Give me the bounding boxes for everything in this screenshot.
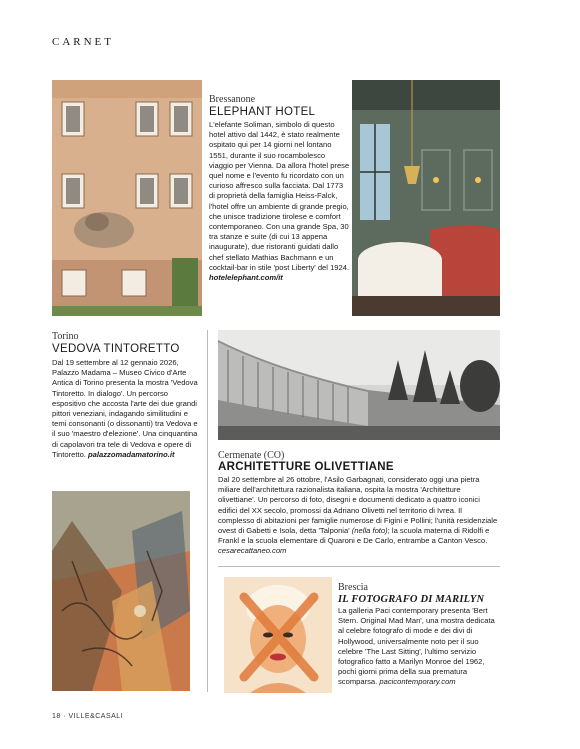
marilyn-body: La galleria Paci contemporary presenta 'Bert Stern. Original Mad Man', una mostra dedicata al celebre fotografo di mode e dei divi di Hollywood, universalmente noto per il suo celebre 'The Last Sitting', l'ultimo servizio fotografico fatto a Marilyn Monroe del 1962, pochi giorni prima della sua prematura scomparsa. — [338, 606, 495, 687]
section-divider — [218, 566, 500, 567]
marilyn-title: IL FOTOGRAFO DI MARILYN — [338, 594, 485, 605]
olivetti-body-1: Dal 20 settembre al 26 ottobre, l'Asilo Garbagnati, considerato oggi una pietra miliare dell'architettura razionalista italiana, ospita la mostra 'Architetture olivettiane'. Un percorso di foto, disegni e documenti dedicato a quattro iconici edifici del XX secolo, promossi da Adriano Olivetti nel territorio di Ivrea. Il complesso di abitazioni per famiglie numerose di Figini e Pollini; l'unità residenziale ovest di Gabetti e Isola, detta 'Talponia' — [218, 475, 498, 536]
elephant-link[interactable]: hotelelephant.com/it — [209, 273, 283, 283]
olivetti-caption-note: (nella foto) — [351, 526, 388, 536]
olivetti-article — [218, 450, 500, 557]
olivetti-body-2: ; la scuola materna di Ridolfi e Frankl e la scuola elementare di Quaroni e De Carlo, entrambe a Canton Vesco. — [218, 526, 490, 546]
elephant-article — [209, 94, 351, 283]
marilyn-photo — [224, 577, 332, 693]
column-divider — [207, 330, 208, 692]
marilyn-article — [338, 582, 500, 688]
vedova-link[interactable]: palazzomadamatorino.it — [88, 449, 175, 459]
olivetti-place: Cermenate (CO) — [218, 450, 285, 461]
vedova-title: VEDOVA TINTORETTO — [52, 343, 180, 355]
tintoretto-painting — [52, 491, 190, 691]
hotel-facade-photo — [52, 80, 202, 316]
vedova-article — [52, 331, 198, 460]
vedova-place: Torino — [52, 331, 79, 342]
talponia-photo — [218, 330, 500, 440]
hotel-interior-photo — [352, 80, 500, 316]
vedova-body: Dal 19 settembre al 12 gennaio 2026, Palazzo Madama – Museo Civico d'Arte Antica di Torino presenta la mostra 'Vedova Tintoretto. In dialogo'. Un percorso espositivo che accosta l'arte dei due grandi pittori veneziani, indagando similitudini e temi consonanti (o dissonanti) tra Vedova e il suo 'maestro d'elezione'. Una cinquantina di capolavori tra tele di Vedova e opere di Tintoretto. — [52, 358, 198, 459]
olivetti-title: ARCHITETTURE OLIVETTIANE — [218, 461, 394, 473]
section-header: CARNET — [52, 36, 114, 48]
elephant-title: ELEPHANT HOTEL — [209, 106, 316, 118]
olivetti-link[interactable]: cesarecattaneo.com — [218, 546, 287, 556]
marilyn-place: Brescia — [338, 582, 368, 593]
page-footer: 18 · VILLE&CASALI — [52, 713, 124, 720]
marilyn-link[interactable]: pacicontemporary.com — [379, 677, 456, 687]
elephant-body: L'elefante Soliman, simbolo di questo hotel attivo dal 1442, è stato realmente ospitato qui per 14 giorni nel lontano 1551, durante il suo rocambolesco viaggio per Vienna. Da allora l'hotel prese quel nome e l'evento fu ricordato con un curioso affresco sulla facciata. Dal 1773 di proprietà della famiglia Heiss-Falck, l'hotel offre un ambiente di grande pregio, che unisce tradizione tirolese e comfort contemporaneo. Con una grande Spa, 30 tra stanze e suite (di cui 13 appena inaugurate), due ristoranti guidati dallo chef stellato Mathias Bachmann e un cocktail-bar in stile 'post Liberty' del 1924. — [209, 120, 350, 272]
elephant-place: Bressanone — [209, 94, 256, 105]
